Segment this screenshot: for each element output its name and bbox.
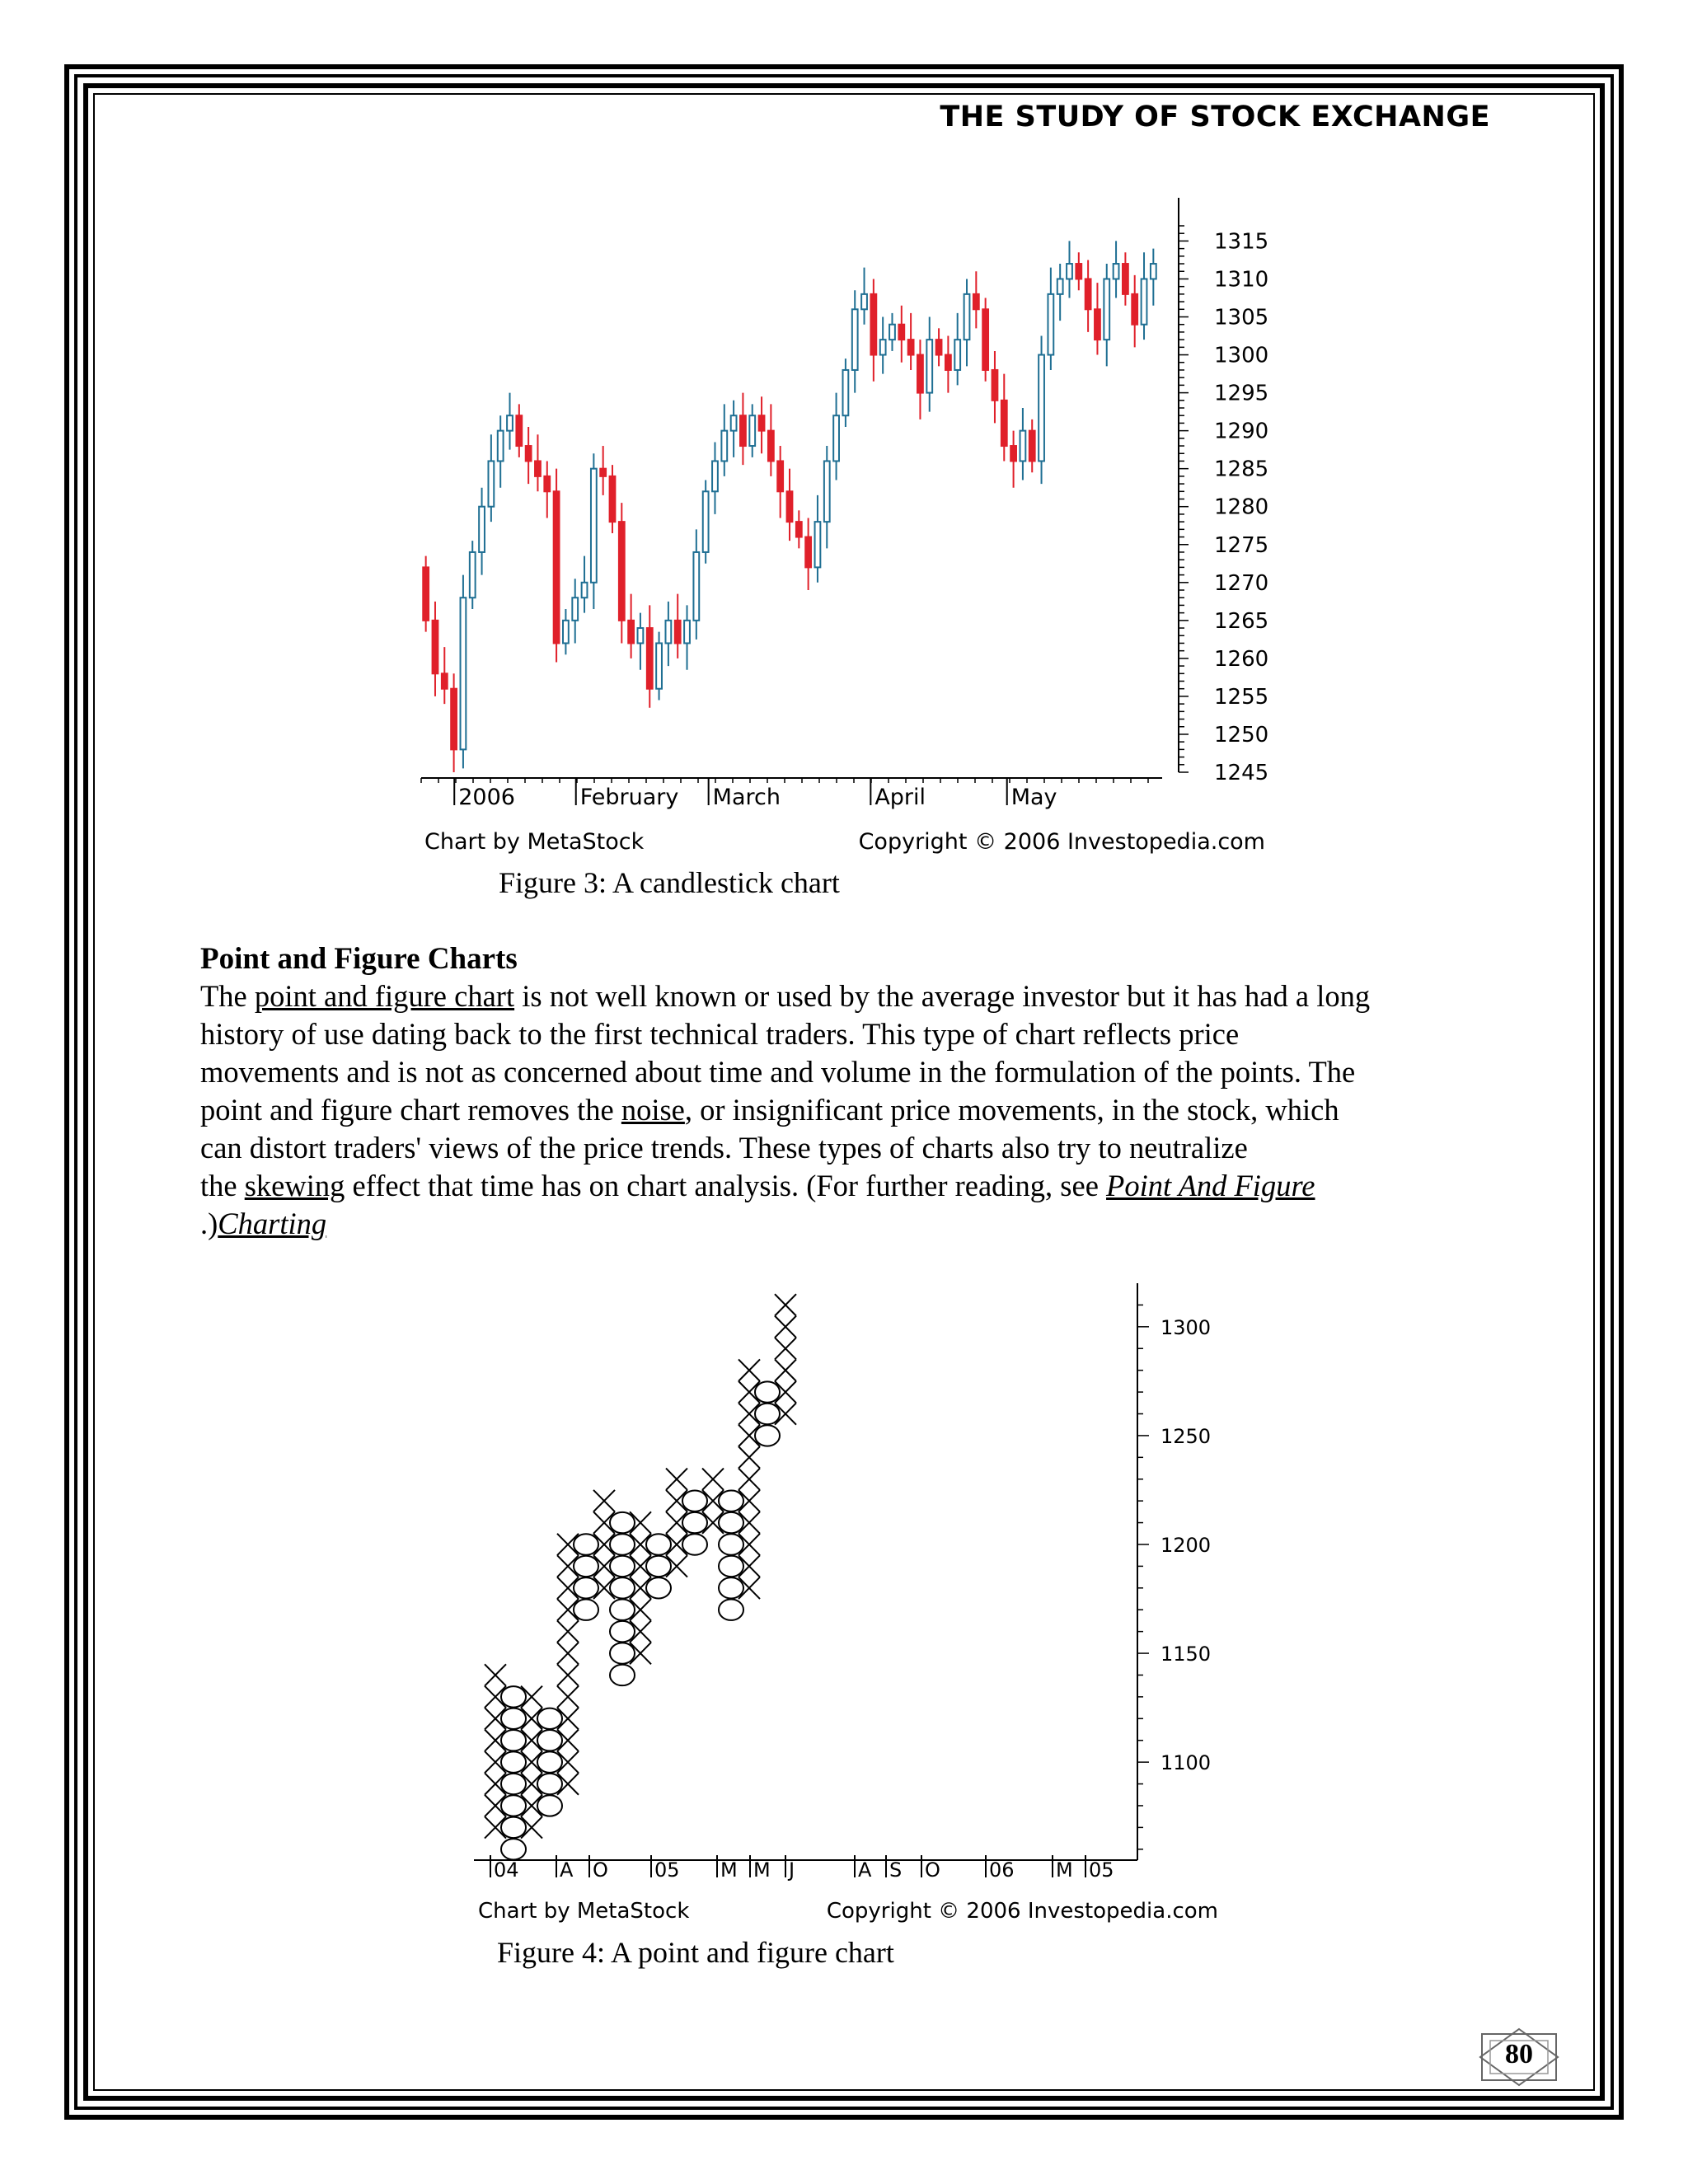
pf-x-mark: [630, 1534, 651, 1555]
candle-up: [852, 309, 858, 370]
candle-up: [479, 507, 485, 552]
candle-up: [1151, 264, 1156, 279]
pf-o-mark: [610, 1665, 635, 1685]
pf-x-mark: [521, 1730, 542, 1751]
pf-x-mark: [666, 1490, 687, 1511]
running-header: THE STUDY OF STOCK EXCHANGE: [940, 101, 1490, 134]
inline-link[interactable]: skewing: [244, 1169, 345, 1202]
pf-x-mark: [738, 1577, 760, 1599]
pf-x-mark: [557, 1751, 579, 1773]
pf-x-mark: [775, 1338, 796, 1359]
pf-o-mark: [537, 1774, 562, 1794]
pf-x-mark: [702, 1469, 724, 1490]
candle-down: [1076, 264, 1081, 279]
pf-x-mark: [738, 1425, 760, 1446]
pf-x-tick-label: 06: [989, 1858, 1015, 1882]
pf-x-tick-label: A: [858, 1858, 872, 1882]
pf-x-tick-label: M: [720, 1858, 738, 1882]
pf-x-mark: [521, 1816, 542, 1838]
text-span: history of use dating back to the first technical traders. This type of chart reflects price: [200, 1017, 1240, 1051]
candle-y-tick-label: 1315: [1214, 229, 1269, 255]
paragraph-line: [200, 1129, 1503, 1167]
text-span: the: [200, 1169, 245, 1202]
pf-x-mark: [557, 1643, 579, 1664]
pf-x-mark: [666, 1511, 687, 1533]
candle-up: [563, 621, 569, 644]
candle-down: [805, 537, 811, 568]
point-and-figure-chart: [462, 1273, 1245, 1924]
pf-o-mark: [574, 1534, 598, 1554]
candle-x-tick-label: March: [712, 785, 781, 810]
candle-down: [554, 491, 560, 643]
candle-x-tick-label: February: [579, 785, 679, 810]
pf-o-mark: [501, 1839, 526, 1859]
candle-up: [470, 552, 476, 598]
candle-y-tick-label: 1305: [1214, 305, 1269, 330]
candle-down: [600, 469, 606, 476]
pf-y-tick-label: 1200: [1160, 1533, 1212, 1557]
paragraph-line: [200, 1205, 1503, 1243]
candle-y-tick-label: 1310: [1214, 267, 1269, 293]
candle-up: [572, 598, 578, 621]
pf-x-mark: [557, 1599, 579, 1620]
candle-up: [1067, 264, 1072, 279]
pf-x-mark: [557, 1664, 579, 1685]
candle-x-tick-label: May: [1010, 785, 1057, 810]
candle-down: [1001, 401, 1007, 446]
pf-x-mark: [557, 1773, 579, 1794]
pf-o-mark: [501, 1817, 526, 1838]
candle-down: [777, 461, 783, 491]
candle-down: [759, 415, 765, 430]
pf-x-mark: [775, 1359, 796, 1380]
pf-x-mark: [593, 1490, 615, 1511]
candle-up: [1114, 264, 1119, 279]
paragraph-line: [200, 1167, 1503, 1205]
candle-y-tick-label: 1290: [1214, 419, 1269, 444]
candle-up: [1142, 279, 1147, 324]
candle-up: [1020, 431, 1026, 462]
candle-down: [1010, 446, 1016, 461]
pf-x-mark: [521, 1773, 542, 1794]
candle-up: [843, 370, 849, 415]
candle-y-tick-label: 1300: [1214, 343, 1269, 368]
pf-o-mark: [719, 1490, 743, 1511]
paragraph-line: [200, 1015, 1503, 1053]
pf-x-mark: [738, 1490, 760, 1511]
candle-y-tick-label: 1275: [1214, 532, 1269, 558]
pf-x-mark: [521, 1686, 542, 1708]
paragraph-line: [200, 1053, 1503, 1091]
pf-x-mark: [775, 1381, 796, 1403]
figure-4-caption: Figure 4: A point and figure chart: [497, 1936, 894, 1969]
candle-up: [1039, 355, 1044, 462]
pf-o-mark: [755, 1404, 780, 1424]
candle-down: [628, 621, 634, 644]
candle-y-tick-label: 1270: [1214, 570, 1269, 596]
pf-x-mark: [630, 1599, 651, 1620]
candle-y-tick-label: 1285: [1214, 457, 1269, 482]
pf-x-mark: [521, 1708, 542, 1729]
candle-down: [945, 355, 951, 370]
pf-x-mark: [738, 1446, 760, 1468]
candle-down: [796, 522, 802, 537]
candle-down: [433, 621, 438, 673]
candle-up: [488, 461, 494, 506]
candle-up: [498, 431, 504, 462]
pf-o-mark: [501, 1730, 526, 1750]
pf-o-mark: [501, 1774, 526, 1794]
pf-x-mark: [775, 1403, 796, 1424]
candle-down: [768, 431, 774, 462]
candle-down: [1095, 309, 1100, 340]
pf-x-tick-label: A: [560, 1858, 574, 1882]
pf-o-mark: [646, 1534, 671, 1554]
pf-x-mark: [593, 1534, 615, 1555]
pf-y-tick-label: 1300: [1160, 1315, 1212, 1339]
pf-x-mark: [557, 1686, 579, 1708]
pf-o-mark: [574, 1577, 598, 1598]
candle-up: [861, 294, 867, 309]
inline-link[interactable]: point and figure chart: [254, 979, 515, 1013]
text-span: movements and is not as concerned about time and volume in the formulation of the points. The: [200, 1055, 1356, 1089]
candle-down: [992, 370, 998, 401]
paragraph-line: [200, 1091, 1503, 1129]
pf-x-mark: [485, 1751, 506, 1773]
candle-up: [693, 552, 699, 621]
candle-y-tick-label: 1255: [1214, 684, 1269, 710]
pf-y-tick-label: 1250: [1160, 1424, 1212, 1448]
candle-up: [665, 621, 671, 644]
pf-x-tick-label: M: [1056, 1858, 1073, 1882]
pf-o-mark: [610, 1643, 635, 1663]
pf-x-mark: [702, 1511, 724, 1533]
text-span: .): [200, 1207, 218, 1240]
text-span: , or insignificant price movements, in the stock, which: [684, 1093, 1339, 1127]
candle-source-left: Chart by MetaStock: [424, 829, 645, 855]
candle-up: [964, 294, 970, 340]
pf-x-mark: [521, 1795, 542, 1816]
pf-o-mark: [719, 1534, 743, 1554]
candle-down: [982, 309, 988, 370]
pf-o-mark: [610, 1534, 635, 1554]
pf-o-mark: [501, 1751, 526, 1772]
pf-o-mark: [501, 1708, 526, 1729]
candle-up: [656, 643, 662, 688]
pf-x-tick-label: M: [753, 1858, 771, 1882]
candle-y-tick-label: 1260: [1214, 646, 1269, 672]
candle-y-tick-label: 1245: [1214, 761, 1269, 785]
text-span: The: [200, 979, 255, 1013]
pf-o-mark: [646, 1577, 671, 1598]
pf-o-mark: [574, 1600, 598, 1620]
candle-up: [582, 583, 588, 598]
candle-y-tick-label: 1280: [1214, 494, 1269, 520]
pf-x-tick-label: S: [889, 1858, 903, 1882]
pf-o-mark: [610, 1556, 635, 1577]
pf-x-tick-label: O: [593, 1858, 608, 1882]
pf-x-mark: [485, 1664, 506, 1685]
candle-source-right: Copyright © 2006 Investopedia.com: [858, 829, 1265, 855]
section-title: Point and Figure Charts: [200, 942, 518, 976]
pf-x-mark: [738, 1469, 760, 1490]
candlestick-chart: [416, 191, 1273, 863]
text-span: is not well known or used by the average investor but it has had a long: [514, 979, 1371, 1013]
candle-up: [638, 628, 644, 643]
pf-x-mark: [557, 1555, 579, 1577]
candle-down: [936, 340, 942, 354]
candle-down: [917, 355, 923, 393]
pf-o-mark: [610, 1512, 635, 1533]
pf-x-mark: [485, 1730, 506, 1751]
pf-x-mark: [666, 1555, 687, 1577]
reading-link[interactable]: Charting: [218, 1207, 327, 1240]
pf-x-mark: [738, 1359, 760, 1380]
candle-up: [749, 415, 755, 446]
pf-x-mark: [593, 1577, 615, 1599]
pf-o-mark: [682, 1512, 707, 1533]
pf-o-mark: [682, 1490, 707, 1511]
pf-x-mark: [557, 1708, 579, 1729]
body-paragraph: [200, 977, 1503, 1243]
candle-up: [731, 415, 737, 430]
candle-down: [908, 340, 914, 354]
pf-x-mark: [738, 1534, 760, 1555]
pf-source-left: Chart by MetaStock: [478, 1899, 690, 1924]
candle-up: [833, 415, 839, 461]
pf-x-mark: [630, 1643, 651, 1664]
pf-x-mark: [738, 1555, 760, 1577]
candle-down: [535, 461, 541, 476]
pf-x-mark: [485, 1816, 506, 1838]
candle-down: [1132, 294, 1137, 325]
pf-x-tick-label: J: [789, 1858, 795, 1882]
candle-up: [703, 491, 709, 552]
pf-x-tick-label: 04: [494, 1858, 519, 1882]
candle-up: [880, 340, 886, 354]
text-span: effect that time has on chart analysis. (For further reading, see: [345, 1169, 1107, 1202]
candle-up: [684, 621, 690, 644]
pf-x-mark: [738, 1381, 760, 1403]
pf-o-mark: [501, 1795, 526, 1816]
pf-x-mark: [630, 1555, 651, 1577]
pf-x-mark: [630, 1620, 651, 1642]
pf-o-mark: [574, 1556, 598, 1577]
candle-down: [442, 673, 448, 688]
candle-down: [1029, 431, 1035, 462]
candle-x-tick-label: April: [874, 785, 926, 810]
pf-x-mark: [557, 1534, 579, 1555]
candle-y-tick-label: 1295: [1214, 381, 1269, 406]
candle-up: [591, 469, 597, 583]
pf-x-mark: [630, 1511, 651, 1533]
candle-down: [619, 522, 625, 621]
candle-up: [824, 461, 830, 522]
pf-o-mark: [719, 1577, 743, 1598]
pf-x-mark: [485, 1795, 506, 1816]
candle-down: [647, 628, 653, 689]
inline-link[interactable]: noise: [621, 1093, 685, 1127]
candle-down: [1085, 279, 1091, 309]
pf-o-mark: [755, 1425, 780, 1446]
pf-o-mark: [537, 1751, 562, 1772]
paragraph-line: [200, 977, 1503, 1015]
candle-down: [423, 567, 429, 620]
candle-down: [898, 325, 904, 340]
candle-down: [544, 476, 550, 491]
candle-up: [507, 415, 513, 430]
candle-down: [526, 446, 532, 461]
figure-3-caption: Figure 3: A candlestick chart: [499, 866, 840, 899]
pf-y-tick-label: 1100: [1160, 1751, 1212, 1775]
candle-down: [740, 415, 746, 446]
pf-x-mark: [775, 1316, 796, 1338]
candle-up: [954, 340, 960, 370]
candle-down: [516, 415, 522, 446]
pf-x-tick-label: 05: [654, 1858, 680, 1882]
pf-x-mark: [738, 1511, 760, 1533]
pf-x-mark: [557, 1730, 579, 1751]
candle-up: [1104, 279, 1109, 340]
pf-x-mark: [593, 1511, 615, 1533]
candle-down: [675, 621, 681, 644]
pf-x-mark: [521, 1751, 542, 1773]
candle-y-tick-label: 1265: [1214, 608, 1269, 634]
reading-link[interactable]: Point And Figure: [1106, 1169, 1315, 1202]
pf-x-mark: [738, 1403, 760, 1424]
candle-up: [889, 325, 895, 340]
text-span: point and figure chart removes the: [200, 1093, 621, 1127]
pf-o-mark: [501, 1686, 526, 1707]
candle-up: [1048, 294, 1053, 355]
text-span: can distort traders' views of the price trends. These types of charts also try to neutralize: [200, 1131, 1248, 1165]
pf-o-mark: [610, 1621, 635, 1642]
page-number: 80: [1505, 2039, 1533, 2069]
pf-o-mark: [719, 1600, 743, 1620]
pf-o-mark: [682, 1534, 707, 1554]
pf-x-mark: [485, 1686, 506, 1708]
pf-o-mark: [755, 1381, 780, 1402]
pf-x-mark: [593, 1555, 615, 1577]
candle-up: [461, 598, 467, 749]
pf-x-tick-label: 05: [1089, 1858, 1114, 1882]
candle-down: [787, 491, 793, 522]
candle-down: [973, 294, 979, 309]
candle-up: [1057, 279, 1063, 293]
candle-x-tick-label: 2006: [458, 785, 515, 810]
pf-x-tick-label: O: [925, 1858, 940, 1882]
pf-o-mark: [537, 1708, 562, 1729]
pf-o-mark: [646, 1556, 671, 1577]
pf-o-mark: [719, 1556, 743, 1577]
pf-o-mark: [719, 1512, 743, 1533]
pf-o-mark: [610, 1600, 635, 1620]
candle-down: [451, 689, 457, 750]
pf-y-tick-label: 1150: [1160, 1643, 1212, 1666]
pf-x-mark: [702, 1490, 724, 1511]
candle-down: [610, 476, 616, 522]
pf-x-mark: [775, 1294, 796, 1315]
pf-o-mark: [610, 1577, 635, 1598]
pf-o-mark: [537, 1795, 562, 1816]
pf-x-mark: [485, 1708, 506, 1729]
pf-source-right: Copyright © 2006 Investopedia.com: [826, 1899, 1218, 1924]
candle-down: [870, 294, 876, 355]
pf-x-mark: [485, 1773, 506, 1794]
pf-o-mark: [537, 1730, 562, 1750]
pf-x-mark: [630, 1577, 651, 1599]
pf-x-mark: [666, 1469, 687, 1490]
candle-down: [1123, 264, 1128, 294]
candle-up: [815, 522, 821, 567]
candle-up: [721, 431, 727, 462]
candle-up: [712, 461, 718, 491]
candle-y-tick-label: 1250: [1214, 722, 1269, 748]
pf-x-mark: [666, 1534, 687, 1555]
pf-x-mark: [557, 1577, 579, 1599]
candle-up: [926, 340, 932, 392]
pf-x-mark: [557, 1620, 579, 1642]
